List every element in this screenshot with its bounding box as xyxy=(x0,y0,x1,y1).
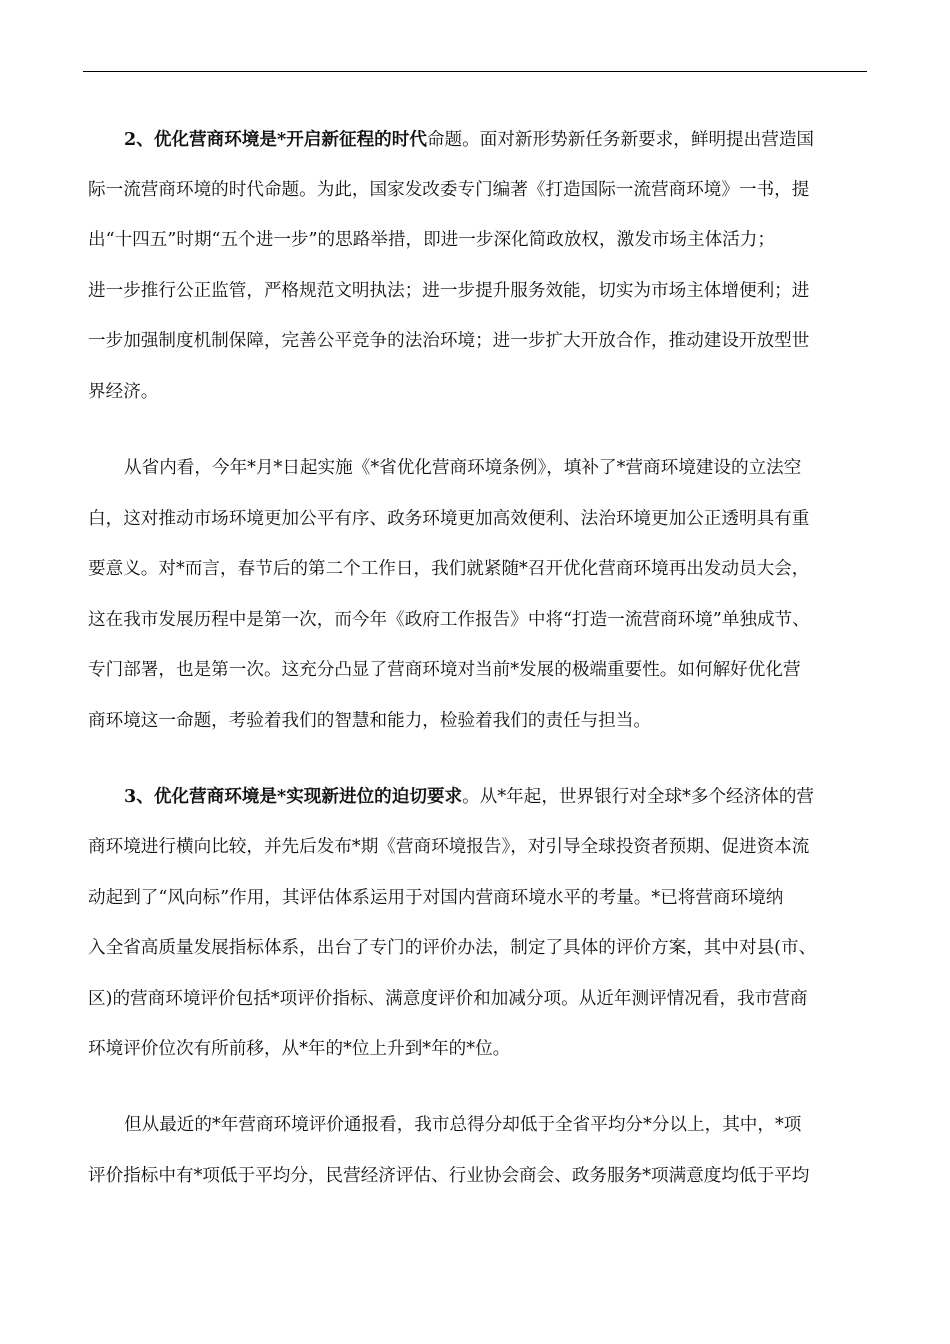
paragraph-line: 进一步推行公正监管，严格规范文明执法；进一步提升服务效能，切实为市场主体增便利；进 xyxy=(88,281,810,301)
paragraph-line: 商环境进行横向比较，并先后发布*期《营商环境报告》，对引导全球投资者预期、促进资本流 xyxy=(88,837,810,857)
paragraph-line: 区)的营商环境评价包括*项评价指标、满意度评价和加减分项。从近年测评情况看，我市营商 xyxy=(88,989,808,1009)
paragraph-line xyxy=(124,128,872,152)
paragraph-line: 际一流营商环境的时代命题。为此，国家发改委专门编著《打造国际一流营商环境》一书，提 xyxy=(88,180,810,200)
paragraph-line: 从省内看，今年*月*日起实施《*省优化营商环境条例》，填补了*营商环境建设的立法空 xyxy=(124,458,802,478)
paragraph-text: 命题。面对新形势新任务新要求，鲜明提出营造国 xyxy=(426,130,815,150)
paragraph-line: 要意义。对*而言，春节后的第二个工作日，我们就紧随*召开优化营商环境再出发动员大会， xyxy=(88,559,810,579)
paragraph-line: 动起到了“风向标”作用，其评估体系运用于对国内营商环境水平的考量。*已将营商环境纳 xyxy=(88,888,784,908)
paragraph-line xyxy=(124,785,872,809)
paragraph-line: 环境评价位次有所前移，从*年的*位上升到*年的*位。 xyxy=(88,1039,511,1059)
header-rule xyxy=(83,71,867,72)
paragraph-text: 。从*年起，世界银行对全球*多个经济体的营 xyxy=(462,787,815,807)
paragraph-line: 这在我市发展历程中是第一次，而今年《政府工作报告》中将“打造一流营商环境”单独成节、 xyxy=(88,610,810,630)
paragraph-line: 专门部署，也是第一次。这充分凸显了营商环境对当前*发展的极端重要性。如何解好优化营 xyxy=(88,660,801,680)
paragraph-line: 一步加强制度机制保障，完善公平竞争的法治环境；进一步扩大开放合作，推动建设开放型世 xyxy=(88,331,810,351)
paragraph-line: 评价指标中有*项低于平均分，民营经济评估、行业协会商会、政务服务*项满意度均低于平均 xyxy=(88,1166,810,1186)
paragraph-line: 出“十四五”时期“五个进一步”的思路举措，即进一步深化简政放权，激发市场主体活力； xyxy=(88,230,775,250)
paragraph-line: 商环境这一命题，考验着我们的智慧和能力，检验着我们的责任与担当。 xyxy=(88,711,652,731)
paragraph-line: 入全省高质量发展指标体系，出台了专门的评价办法，制定了具体的评价方案，其中对县(市、 xyxy=(88,938,817,958)
section-heading: 3、优化营商环境是*实现新进位的迫切要求 xyxy=(124,786,463,807)
paragraph-line: 但从最近的*年营商环境评价通报看，我市总得分却低于全省平均分*分以上，其中，*项 xyxy=(124,1115,802,1135)
paragraph-line: 白，这对推动市场环境更加公平有序、政务环境更加高效便利、法治环境更加公正透明具有重 xyxy=(88,509,810,529)
section-heading: 2、优化营商环境是*开启新征程的时代 xyxy=(124,129,427,150)
paragraph-line: 界经济。 xyxy=(88,382,159,402)
